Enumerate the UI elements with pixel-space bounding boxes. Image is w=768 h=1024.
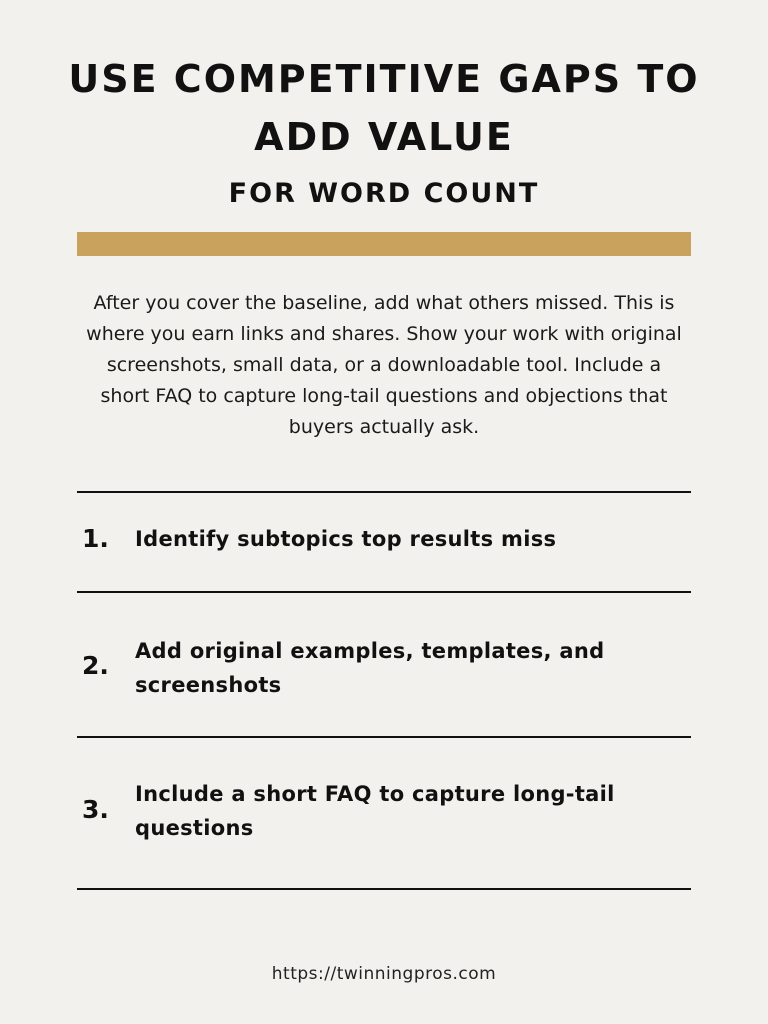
step-text: Identify subtopics top results miss xyxy=(135,527,557,551)
page-subtitle: FOR WORD COUNT xyxy=(228,178,540,209)
step-number: 2. xyxy=(82,651,109,680)
step-number: 3. xyxy=(82,795,109,824)
divider xyxy=(77,736,691,738)
step-number: 1. xyxy=(82,524,109,553)
divider xyxy=(77,491,691,493)
page-title-line-1: USE COMPETITIVE GAPS TO xyxy=(68,57,700,101)
divider xyxy=(77,888,691,890)
intro-paragraph: After you cover the baseline, add what others missed. This is where you earn links and shares. Show your work with original screenshots, small data, or a downloadable tool. Include a short FAQ to capture long-tail questions and objections that buyers actually ask. xyxy=(86,292,682,438)
footer-url[interactable]: https://twinningpros.com xyxy=(271,964,497,984)
step-text: Add original examples, templates, and screenshots xyxy=(135,639,605,697)
page-title-line-2: ADD VALUE xyxy=(254,115,514,159)
step-text: Include a short FAQ to capture long-tail questions xyxy=(135,782,615,840)
divider xyxy=(77,591,691,593)
accent-bar xyxy=(77,232,691,256)
